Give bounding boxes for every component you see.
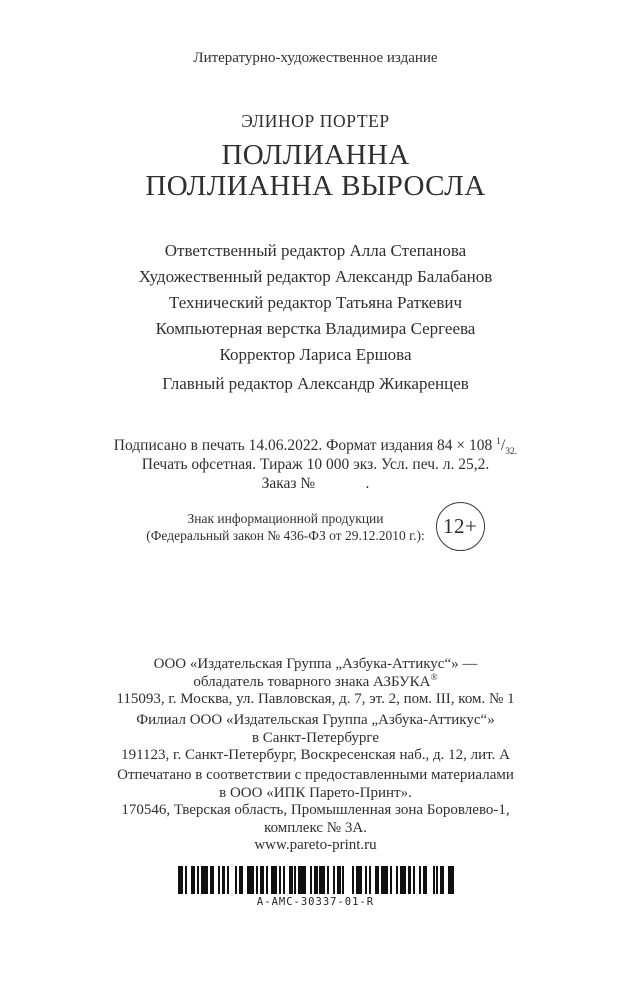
title-line-2: ПОЛЛИАННА ВЫРОСЛА [145,170,486,202]
fraction-numerator: 1 [496,435,501,447]
author-name: ЭЛИНОР ПОРТЕР [241,111,390,131]
registered-trademark-symbol: ® [430,672,438,683]
spec-line-format: Подписано в печать 14.06.2022. Формат издания 84 × 108 $^1/_{32.}$ [113,435,518,458]
publisher-line-1: ООО «Издательская Группа „Азбука-Аттикус“» — [153,656,478,672]
age-rating-badge: 12+ [436,502,485,551]
credit-line: Ответственный редактор Алла Степанова [164,241,467,260]
spec-line-tirage: Печать офсетная. Тираж 10 000 экз. Усл. печ. л. 25,2. [141,456,490,473]
age-rating-label [146,510,424,544]
printing-line-1: Отпечатано в соответствии с предоставленными материалами [117,767,514,783]
publisher-address: 115093, г. Москва, ул. Павловская, д. 7, эт. 2, пом. III, ком. № 1 [116,691,515,707]
credit-line: Художественный редактор Александр Балабанов [138,267,493,286]
printer-website: www.pareto-print.ru [254,837,377,853]
branch-line-1: Филиал ООО «Издательская Группа „Азбука-Аттикус“» [136,712,495,728]
printing-address-1: 170546, Тверская область, Промышленная зона Боровлево-1, [121,802,510,818]
barcode-code: A-AMC-30337-01-R [256,896,375,908]
title-line-1: ПОЛЛИАННА [221,139,410,171]
staff-credits [0,238,631,397]
printing-address-2: комплекс № 3А. [264,819,367,836]
branch-info [0,712,631,765]
print-specs [0,436,631,493]
credit-line: Корректор Лариса Ершова [219,345,412,364]
barcode-bars [178,866,454,894]
age-rating-row [0,502,631,551]
book-title [0,140,631,202]
age-rating-label-line-1: Знак информационной продукции [187,510,384,526]
credit-line: Технический редактор Татьяна Раткевич [168,293,463,312]
branch-line-2: в Санкт-Петербурге [251,729,380,746]
printing-line-2: в ООО «ИПК Парето-Принт». [219,784,412,801]
edition-note: Литературно-художественное издание [193,50,438,66]
spec-line-order: Заказ № . [261,475,370,492]
age-rating-label-line-2: (Федеральный закон № 436-ФЗ от 29.12.2010 г.): [146,527,425,543]
fraction-slash: / [500,437,506,454]
branch-address: 191123, г. Санкт-Петербург, Воскресенская наб., д. 12, лит. А [121,747,510,763]
credit-line: Компьютерная верстка Владимира Сергеева [155,319,476,338]
credit-line-chief-editor: Главный редактор Александр Жикаренцев [162,374,469,393]
barcode [0,866,631,908]
publisher-line-2: обладатель товарного знака АЗБУКА® [193,672,438,690]
printing-info [0,767,631,855]
fraction-denominator: 32. [505,446,518,458]
publisher-info [0,656,631,709]
